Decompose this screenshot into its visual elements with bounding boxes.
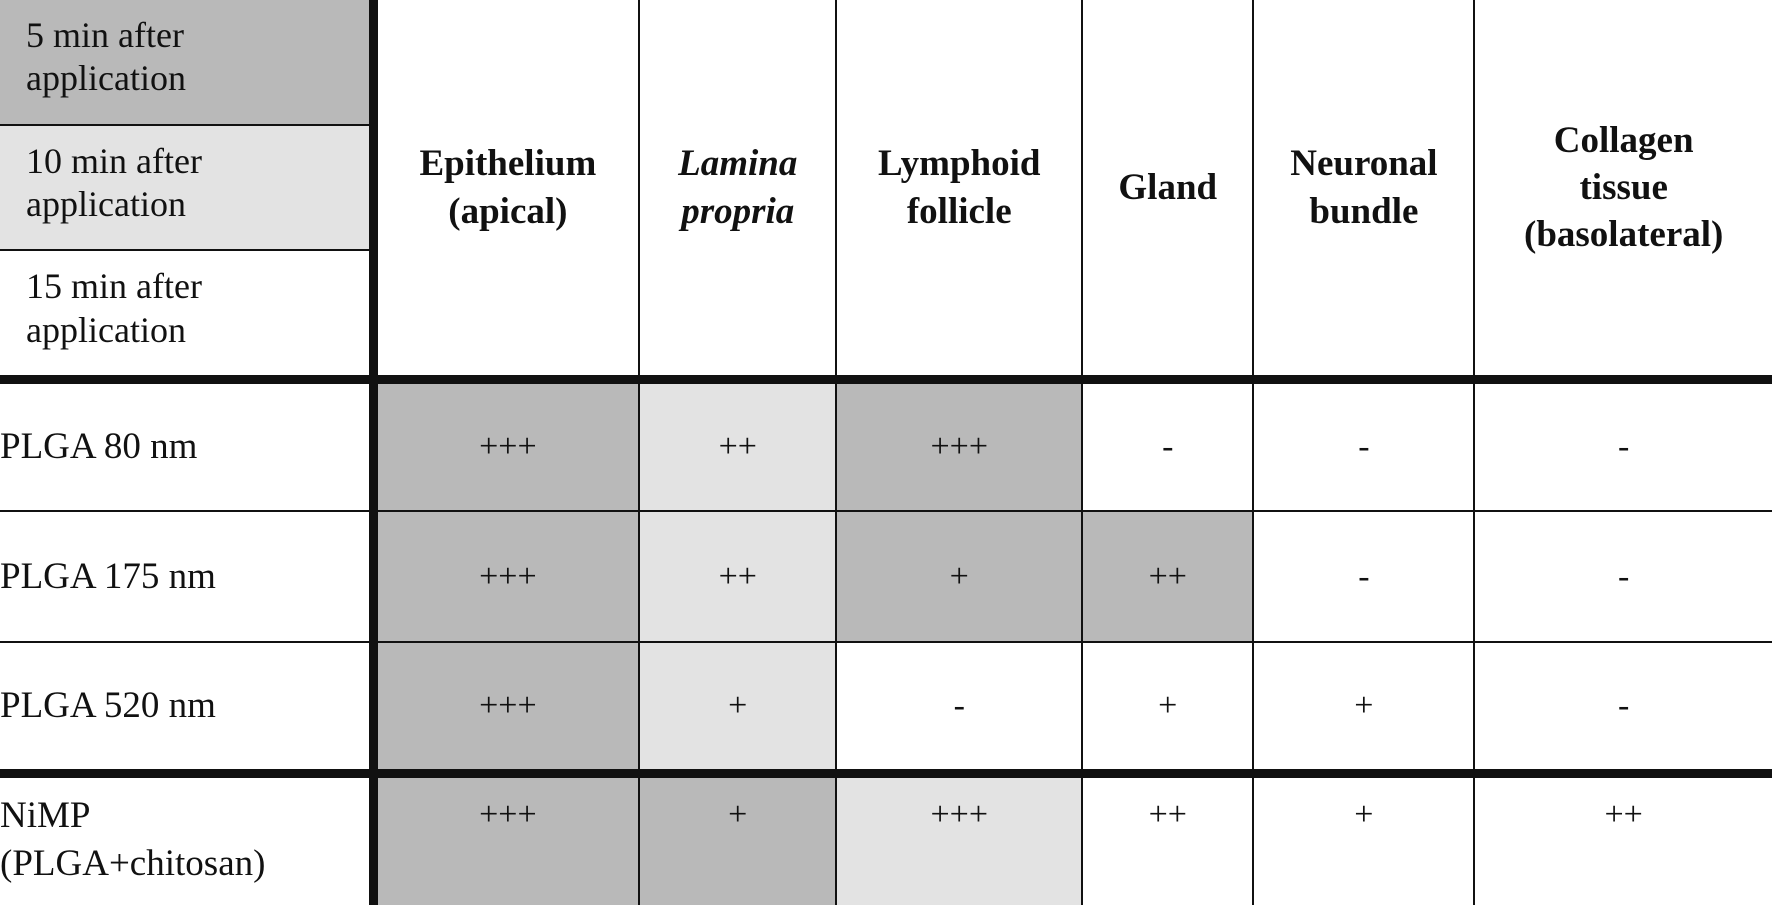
table-cell: - (1253, 511, 1474, 642)
table-cell: ++ (1082, 511, 1253, 642)
table-cell: - (1082, 380, 1253, 511)
table-cell: ++ (1474, 774, 1772, 905)
legend-5-min: 5 min after application (0, 0, 369, 126)
table-row (0, 511, 1772, 642)
row-label: PLGA 80 nm (0, 380, 373, 511)
table-cell: - (1253, 380, 1474, 511)
column-header-lymphoid-follicle: Lymphoid follicle (836, 0, 1082, 380)
table-cell: ++ (639, 380, 836, 511)
header-row (0, 0, 1772, 380)
table-cell: +++ (836, 380, 1082, 511)
table-row (0, 642, 1772, 773)
legend-15-min: 15 min after application (0, 251, 369, 375)
table-cell: + (836, 511, 1082, 642)
row-label: NiMP (PLGA+chitosan) (0, 774, 373, 905)
table-cell: ++ (639, 511, 836, 642)
column-header-gland: Gland (1082, 0, 1253, 380)
table-cell: + (1253, 774, 1474, 905)
table-cell: +++ (373, 511, 639, 642)
table-cell: +++ (373, 774, 639, 905)
table-cell: +++ (836, 774, 1082, 905)
row-label: PLGA 175 nm (0, 511, 373, 642)
column-header-epithelium: Epithelium (apical) (373, 0, 639, 380)
table-cell: + (1253, 642, 1474, 773)
table-cell: - (1474, 511, 1772, 642)
column-header-lamina-propria: Lamina propria (639, 0, 836, 380)
table-cell: + (639, 642, 836, 773)
column-header-collagen-tissue: Collagen tissue (basolateral) (1474, 0, 1772, 380)
table-cell: - (836, 642, 1082, 773)
table-row (0, 380, 1772, 511)
table-cell: ++ (1082, 774, 1253, 905)
column-header-neuronal-bundle: Neuronal bundle (1253, 0, 1474, 380)
table-cell: + (639, 774, 836, 905)
table-cell: + (1082, 642, 1253, 773)
table-row (0, 774, 1772, 905)
table-cell: +++ (373, 642, 639, 773)
legend-10-min: 10 min after application (0, 126, 369, 252)
time-legend (0, 0, 373, 380)
table-cell: +++ (373, 380, 639, 511)
table-cell: - (1474, 380, 1772, 511)
table-cell: - (1474, 642, 1772, 773)
row-label: PLGA 520 nm (0, 642, 373, 773)
